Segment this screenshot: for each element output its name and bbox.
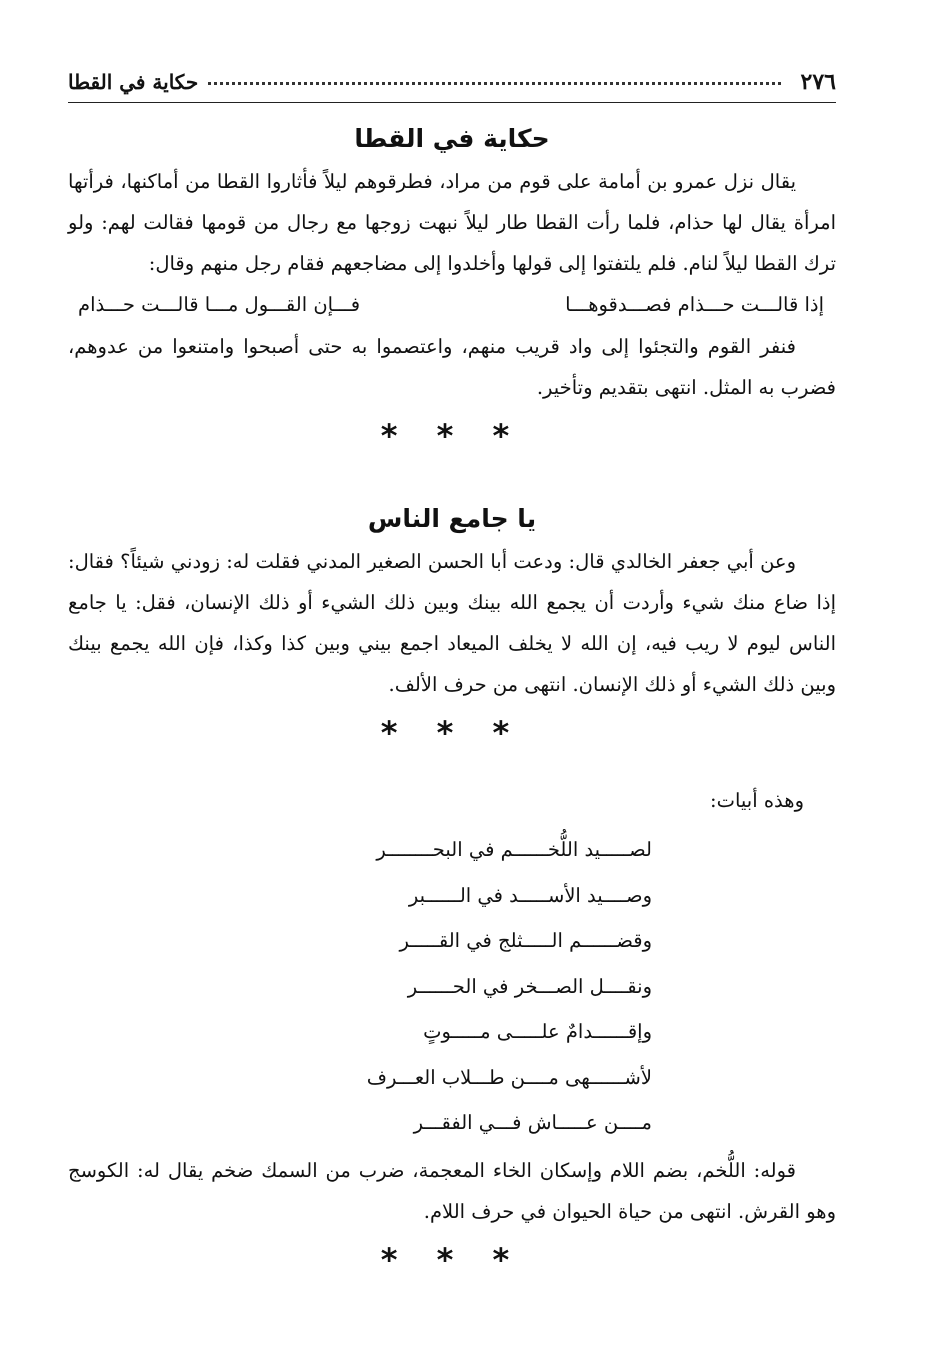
running-title: حكاية في القطا bbox=[68, 70, 199, 94]
poem bbox=[252, 827, 652, 1146]
page-number: ٢٧٦ bbox=[800, 69, 836, 95]
section-divider-stars: * * * bbox=[380, 1240, 524, 1279]
poem-line: لصـــــيد اللُّخــــــم في البحــــــــر bbox=[376, 838, 652, 861]
verse-right-hemistich: إذا قالـــت حـــذام فصـــدقوهـــا bbox=[565, 293, 824, 316]
paragraph-qata-story: يقال نزل عمرو بن أمامة على قوم من مراد، فطرقوهم ليلاً فأثاروا القطا من أماكنها، فرأتها امرأة يقال لها حذام، فلما رأت القطا طار ليلاً نبهت زوجها مع رجال من قومها فقالت لهم: ولو ترك القطا ليلاً لنام. فلم يلتفتوا إلى قولها وأخلدوا إلى مضاجعهم فقام رجل منهم وقال: bbox=[68, 170, 836, 275]
section-divider-stars: * * * bbox=[380, 714, 524, 752]
poem-line: مــــن عـــــاش فـــي الفقـــر bbox=[413, 1111, 652, 1134]
poem-line: لأشــــــهى مــــن طـــلاب العـــرف bbox=[366, 1065, 652, 1089]
page-content bbox=[68, 112, 836, 1288]
header-dotted-leader bbox=[208, 80, 780, 85]
verse-left-hemistich: فـــإن القـــول مـــا قالـــت حـــذام bbox=[78, 293, 361, 316]
poem-line: وصــــيد الأســـــد في الــــــبر bbox=[408, 883, 652, 907]
paragraph-qata-ending: فنفر القوم والتجئوا إلى واد قريب منهم، واعتصموا به حتى أصبحوا وامتنعوا من عدوهم، فضرب به المثل. انتهى بتقديم وتأخير. bbox=[68, 335, 836, 399]
poem-line: وقضــــــم الـــــثلج في القـــــر bbox=[399, 929, 652, 952]
page-header bbox=[68, 62, 836, 103]
verse-hadham bbox=[68, 284, 836, 326]
section-title-qata: حكاية في القطا bbox=[354, 124, 550, 153]
poem-intro: وهذه أبيات: bbox=[710, 789, 804, 812]
section-divider-stars: * * * bbox=[380, 417, 524, 455]
poem-line: وإقــــــدامٌ علـــــى مـــــوتٍ bbox=[423, 1020, 652, 1043]
paragraph-jami-alnas: وعن أبي جعفر الخالدي قال: ودعت أبا الحسن الصغير المدني فقلت له: زودني شيئاً؟ فقال: إذا ضاع منك شيء وأردت أن يجمع الله بينك وبين ذلك الشيء أو ذلك الإنسان، فقل: يا جامع الناس ليوم لا ريب فيه، إن الله لا يخلف الميعاد اجمع بيني وبين كذا وكذا، فإن الله يجمع بينك وبين ذلك الشيء أو ذلك الإنسان. انتهى من حرف الألف. bbox=[68, 550, 836, 696]
poem-line: ونقــــل الصـــخر في الحــــــر bbox=[407, 974, 652, 998]
paragraph-commentary: قوله: اللُّخم، بضم اللام وإسكان الخاء المعجمة، ضرب من السمك ضخم يقال له: الكوسج وهو القرش. انتهى من حياة الحيوان في حرف اللام. bbox=[68, 1158, 836, 1223]
section-title-jami-alnas: يا جامع الناس bbox=[367, 504, 537, 533]
